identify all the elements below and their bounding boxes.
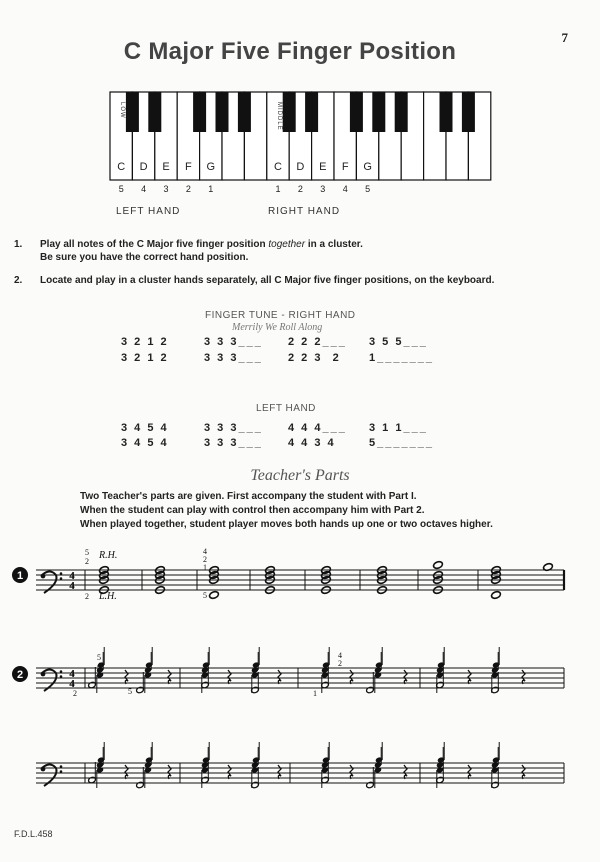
left-finger-number: 1 — [208, 184, 214, 194]
bass-clef-dot — [60, 577, 63, 580]
key-letter: G — [363, 161, 372, 173]
bass-clef-dot — [60, 765, 63, 768]
fingering: 2 — [73, 689, 77, 698]
left-hand-label: LEFT HAND — [116, 206, 181, 217]
right-finger-number: 4 — [342, 184, 348, 194]
tune-cell: 3 2 1 2 — [121, 352, 169, 364]
fingering: 5 — [128, 687, 132, 696]
quarter-rest — [468, 670, 471, 684]
quarter-rest — [168, 765, 171, 779]
tune-cell: 2 2 3 2 — [288, 352, 341, 364]
bass-clef-dot — [41, 574, 46, 579]
fingering: 2 — [338, 659, 342, 668]
quarter-rest — [168, 670, 171, 684]
teacher-line: When the student can play with control then accompany him with Part 2. — [80, 505, 425, 516]
publisher-code: F.D.L.458 — [14, 829, 53, 839]
quarter-rest — [350, 765, 353, 779]
right-finger-number: 2 — [297, 184, 303, 194]
bass-clef-dot — [41, 767, 46, 772]
quarter-rest — [404, 765, 407, 779]
whole-note — [209, 591, 220, 600]
tune-cell: 4 4 4___ — [288, 422, 347, 434]
tune-cell: 5_______ — [369, 437, 434, 449]
whole-note — [433, 561, 444, 570]
fingering: 4 — [203, 547, 207, 556]
fingering: 4 — [97, 661, 101, 670]
teachers-parts-title: Teacher's Parts — [250, 467, 350, 484]
quarter-rest — [125, 670, 128, 684]
finger-tune-heading: FINGER TUNE - RIGHT HAND — [205, 310, 356, 321]
quarter-rest — [522, 670, 525, 684]
bass-clef-dot — [60, 675, 63, 678]
whole-note — [491, 591, 502, 600]
fingering: 2 — [203, 555, 207, 564]
tune-cell: 3 3 3___ — [204, 352, 263, 364]
quarter-rest — [468, 765, 471, 779]
part-1-marker: 1 — [16, 570, 24, 582]
right-finger-number: 5 — [365, 184, 371, 194]
time-signature-bottom: 4 — [69, 678, 75, 690]
left-finger-number: 3 — [163, 184, 169, 194]
tune-cell: 3 4 5 4 — [121, 437, 169, 449]
instruction-number: 1. — [14, 239, 23, 250]
middle-c-marker: MIDDLE — [275, 102, 282, 131]
tune-cell: 3 2 1 2 — [121, 336, 169, 348]
left-finger-number: 4 — [141, 184, 147, 194]
tune-cell: 4 4 3 4 — [288, 437, 336, 449]
quarter-rest — [228, 765, 231, 779]
time-signature-top: 4 — [69, 668, 75, 680]
instruction-text: Locate and play in a cluster hands separately, all C Major five finger positions, on the keyboard. — [40, 275, 495, 286]
part-2-marker: 2 — [16, 669, 24, 681]
fingering: 5 — [203, 591, 207, 600]
left-finger-number: 2 — [185, 184, 191, 194]
bass-staff — [36, 763, 564, 786]
left-hand-tune-heading: LEFT HAND — [256, 403, 316, 414]
bass-clef-dot — [60, 770, 63, 773]
quarter-rest — [278, 765, 281, 779]
finger-tune-subtitle: Merrily We Roll Along — [232, 322, 323, 333]
fingering: 2 — [85, 557, 89, 566]
quarter-rest — [228, 670, 231, 684]
fingering: 4 — [338, 651, 342, 660]
instruction-text: Play all notes of the C Major five finger position — [40, 239, 269, 250]
fingering: 1 — [203, 563, 207, 572]
tune-cell: 3 4 5 4 — [121, 422, 169, 434]
fingering: 1 — [313, 689, 317, 698]
time-signature-bottom: 4 — [69, 580, 75, 592]
left-finger-number: 5 — [118, 184, 124, 194]
right-finger-number: 3 — [320, 184, 326, 194]
instruction-emphasis: together — [268, 239, 306, 250]
tune-cell: 1_______ — [369, 352, 434, 364]
tune-cell: 3 5 5___ — [369, 336, 428, 348]
right-hand-label: RIGHT HAND — [268, 206, 341, 217]
quarter-rest — [125, 765, 128, 779]
instruction-number: 2. — [14, 275, 23, 286]
key-letter: F — [341, 161, 349, 173]
fingering: 2 — [85, 592, 89, 601]
key-letter: C — [274, 161, 282, 173]
tune-cell: 3 3 3___ — [204, 437, 263, 449]
key-letter: D — [139, 161, 148, 173]
page-title: C Major Five Finger Position — [123, 38, 457, 65]
quarter-rest — [350, 670, 353, 684]
tune-cell: 2 2 2___ — [288, 336, 347, 348]
tune-cell: 3 1 1___ — [369, 422, 428, 434]
key-letter: C — [117, 161, 126, 173]
fingering: 5 — [97, 653, 101, 662]
teacher-line: Two Teacher's parts are given. First accompany the student with Part I. — [80, 491, 417, 502]
key-letter: F — [185, 161, 192, 173]
low-c-marker: LOW — [119, 102, 125, 119]
bass-staff — [36, 570, 564, 593]
bass-clef-dot — [60, 572, 63, 575]
left-hand-score-label: L.H. — [99, 591, 117, 602]
tune-cell: 3 3 3___ — [204, 336, 263, 348]
time-signature-top: 4 — [69, 570, 75, 582]
right-hand-score-label: R.H. — [99, 550, 118, 561]
quarter-rest — [522, 765, 525, 779]
quarter-rest — [404, 670, 407, 684]
bass-staff — [36, 668, 564, 691]
key-letter: E — [319, 161, 327, 173]
key-letter: D — [296, 161, 305, 173]
key-letter: G — [206, 161, 216, 173]
teacher-line: When played together, student player moves both hands up one or two octaves higher. — [80, 519, 493, 530]
bass-clef-dot — [60, 670, 63, 673]
page-number: 7 — [561, 30, 568, 45]
tune-cell: 3 3 3___ — [204, 422, 263, 434]
fingering: 5 — [85, 548, 89, 557]
quarter-rest — [278, 670, 281, 684]
instruction-text: in a cluster. — [305, 239, 363, 250]
key-letter: E — [162, 161, 170, 173]
bass-clef-dot — [41, 672, 46, 677]
instruction-text: Be sure you have the correct hand position. — [40, 252, 249, 263]
right-finger-number: 1 — [275, 184, 281, 194]
